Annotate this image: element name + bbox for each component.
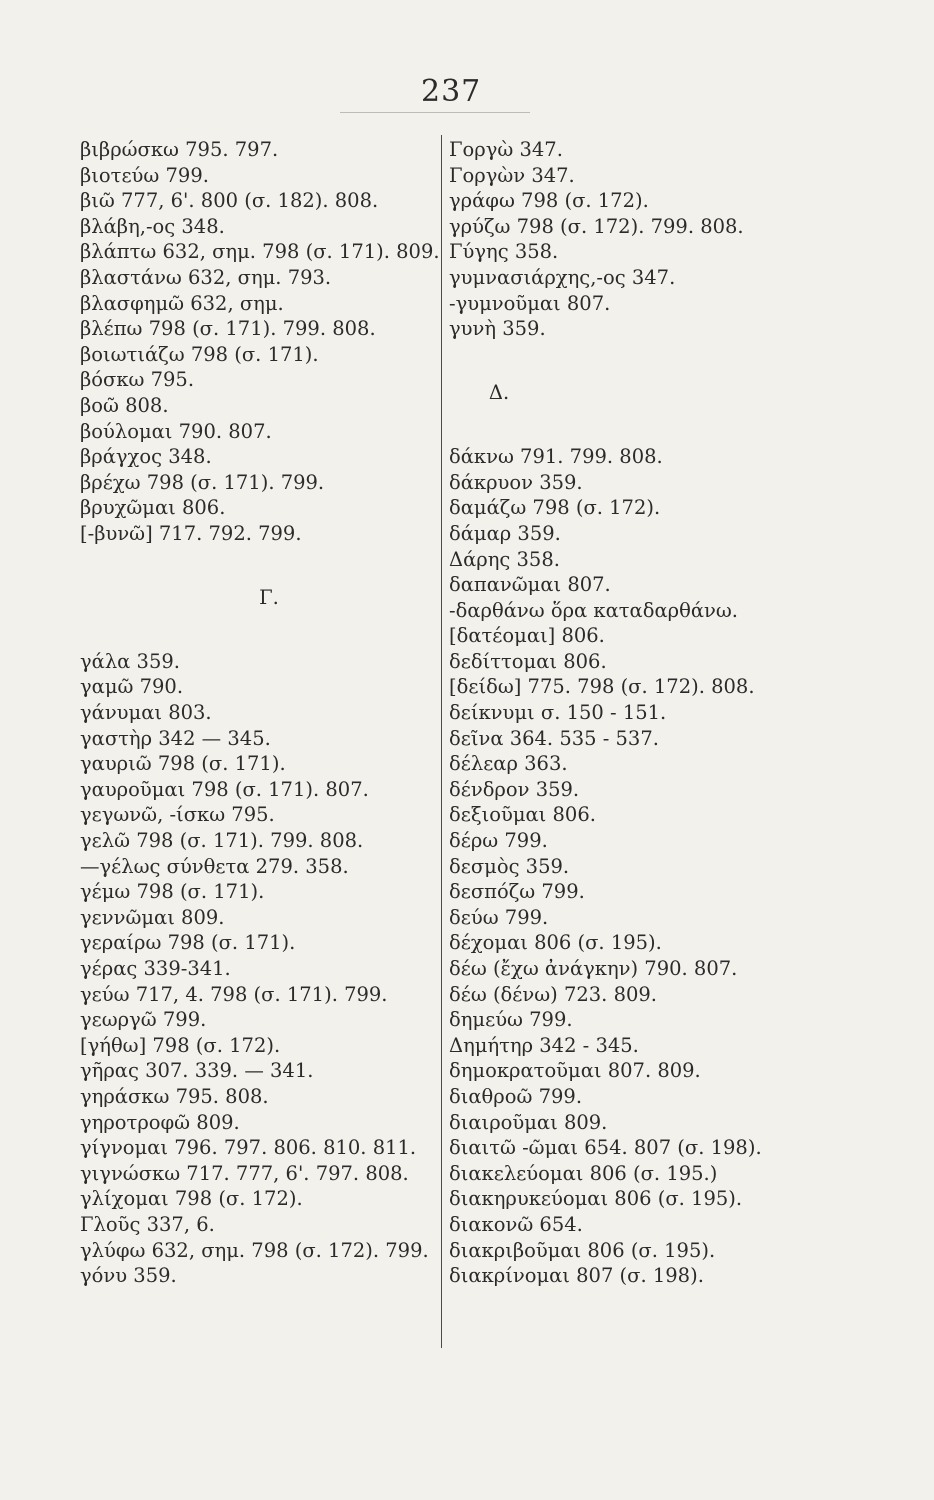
index-entry: δαπανῶμαι 807. bbox=[449, 573, 611, 597]
index-entry: γάνυμαι 803. bbox=[80, 701, 212, 725]
index-entry: δεδίττομαι 806. bbox=[449, 649, 607, 673]
index-entry: Δάρης 358. bbox=[449, 547, 560, 571]
index-entry: δέω (δένω) 723. 809. bbox=[449, 982, 657, 1006]
index-entry: γιγνώσκω 717. 777, 6'. 797. 808. bbox=[80, 1161, 409, 1185]
index-entry: [δείδω] 775. 798 (σ. 172). 808. bbox=[449, 675, 755, 699]
index-entry: γυνὴ 359. bbox=[449, 317, 546, 341]
index-entry: δεσπόζω 799. bbox=[449, 880, 585, 904]
header-rule bbox=[340, 112, 530, 113]
index-entry: βράγχος 348. bbox=[80, 445, 212, 469]
index-entry: δημοκρατοῦμαι 807. 809. bbox=[449, 1059, 701, 1083]
index-entry: βλάβη,-ος 348. bbox=[80, 214, 225, 238]
index-entry: δεξιοῦμαι 806. bbox=[449, 803, 596, 827]
index-entry: βοῶ 808. bbox=[80, 393, 169, 417]
index-entry: γαυριῶ 798 (σ. 171). bbox=[80, 752, 286, 776]
section-heading-gamma: Γ. bbox=[259, 586, 279, 610]
index-entry: δεσμὸς 359. bbox=[449, 854, 570, 878]
index-entry: βλασφημῶ 632, σημ. bbox=[80, 291, 284, 315]
section-gap bbox=[449, 419, 879, 445]
index-entry: διακελεύομαι 806 (σ. 195.) bbox=[449, 1161, 718, 1185]
index-entry: δείκνυμι σ. 150 - 151. bbox=[449, 701, 667, 725]
column-divider bbox=[441, 135, 442, 1348]
index-entry: δέχομαι 806 (σ. 195). bbox=[449, 931, 662, 955]
right-column bbox=[449, 137, 879, 1289]
index-entry: γίγνομαι 796. 797. 806. 810. 811. bbox=[80, 1136, 417, 1160]
index-entry: γῆρας 307. 339. — 341. bbox=[80, 1059, 314, 1083]
index-entry: διακρίνομαι 807 (σ. 198). bbox=[449, 1264, 704, 1288]
index-entry: γαυροῦμαι 798 (σ. 171). 807. bbox=[80, 777, 369, 801]
page-number: 237 bbox=[421, 74, 482, 109]
index-entry: βιῶ 777, 6'. 800 (σ. 182). 808. bbox=[80, 189, 379, 213]
section-gap bbox=[449, 342, 879, 368]
index-entry: δέω (ἔχω ἀνάγκην) 790. 807. bbox=[449, 957, 738, 980]
index-entry: δαμάζω 798 (σ. 172). bbox=[449, 496, 661, 520]
index-entry: βοιωτιάζω 798 (σ. 171). bbox=[80, 342, 319, 366]
index-entry: γεγωνῶ, -ίσκω 795. bbox=[80, 803, 275, 827]
index-entry: διαθροῶ 799. bbox=[449, 1084, 583, 1108]
index-entry: δέλεαρ 363. bbox=[449, 752, 568, 776]
index-entry: δεύω 799. bbox=[449, 905, 549, 929]
index-entry: διακονῶ 654. bbox=[449, 1212, 583, 1236]
index-entry: [-βυνῶ] 717. 792. 799. bbox=[80, 521, 302, 545]
index-entry: Γοργὼν 347. bbox=[449, 163, 575, 187]
index-entry: γέμω 798 (σ. 171). bbox=[80, 880, 265, 904]
index-entry: γαστὴρ 342 — 345. bbox=[80, 726, 271, 750]
index-entry: δέρω 799. bbox=[449, 829, 548, 853]
index-entry: διακριβοῦμαι 806 (σ. 195). bbox=[449, 1238, 716, 1262]
section-gap bbox=[80, 623, 438, 649]
index-entry: γρύζω 798 (σ. 172). 799. 808. bbox=[449, 214, 744, 238]
index-entry: βιβρώσκω 795. 797. bbox=[80, 138, 279, 161]
index-entry: δάκνω 791. 799. 808. bbox=[449, 445, 663, 469]
index-entry: Γύγης 358. bbox=[449, 240, 559, 264]
index-entry: [δατέομαι] 806. bbox=[449, 624, 605, 648]
index-entry: γάλα 359. bbox=[80, 649, 180, 673]
index-entry: γεννῶμαι 809. bbox=[80, 905, 225, 929]
index-entry: γράφω 798 (σ. 172). bbox=[449, 189, 649, 213]
index-entry: —γέλως σύνθετα 279. 358. bbox=[80, 854, 349, 878]
index-entry: γηροτροφῶ 809. bbox=[80, 1110, 240, 1134]
index-entry: βούλομαι 790. 807. bbox=[80, 419, 272, 443]
index-entry: γαμῶ 790. bbox=[80, 675, 184, 699]
index-entry: βλέπω 798 (σ. 171). 799. 808. bbox=[80, 317, 376, 341]
index-entry: δένδρον 359. bbox=[449, 777, 580, 801]
index-entry: διαιτῶ -ῶμαι 654. 807 (σ. 198). bbox=[449, 1136, 762, 1160]
index-entry: βρέχω 798 (σ. 171). 799. bbox=[80, 470, 325, 494]
index-entry: βόσκω 795. bbox=[80, 368, 195, 392]
index-entry: -γυμνοῦμαι 807. bbox=[449, 291, 611, 315]
index-entry: γλύφω 632, σημ. 798 (σ. 172). 799. bbox=[80, 1238, 429, 1262]
index-entry: δάκρυον 359. bbox=[449, 470, 583, 494]
index-entry: βιοτεύω 799. bbox=[80, 163, 209, 187]
index-entry: βρυχῶμαι 806. bbox=[80, 496, 226, 520]
index-entry: βλάπτω 632, σημ. 798 (σ. 171). 809. bbox=[80, 240, 440, 264]
index-entry: δεῖνα 364. 535 - 537. bbox=[449, 726, 659, 750]
left-column bbox=[80, 137, 438, 1289]
index-entry: διακηρυκεύομαι 806 (σ. 195). bbox=[449, 1187, 743, 1211]
section-heading-delta: Δ. bbox=[488, 381, 510, 405]
index-entry: γεραίρω 798 (σ. 171). bbox=[80, 931, 296, 955]
index-entry: βλαστάνω 632, σημ. 793. bbox=[80, 265, 332, 289]
index-entry: δάμαρ 359. bbox=[449, 521, 561, 545]
index-entry: γηράσκω 795. 808. bbox=[80, 1084, 269, 1108]
index-entry: -δαρθάνω ὅρα καταδαρθάνω. bbox=[449, 598, 738, 622]
index-entry: γόνυ 359. bbox=[80, 1264, 177, 1288]
index-entry: γλίχομαι 798 (σ. 172). bbox=[80, 1187, 303, 1211]
index-entry: γελῶ 798 (σ. 171). 799. 808. bbox=[80, 829, 364, 853]
index-entry: δημεύω 799. bbox=[449, 1008, 573, 1032]
index-entry: γέρας 339-341. bbox=[80, 957, 231, 980]
index-entry: γεύω 717, 4. 798 (σ. 171). 799. bbox=[80, 982, 388, 1006]
index-entry: [γήθω] 798 (σ. 172). bbox=[80, 1033, 281, 1057]
index-entry: γυμνασιάρχης,-ος 347. bbox=[449, 265, 676, 289]
section-gap bbox=[80, 547, 438, 573]
index-entry: Δημήτηρ 342 - 345. bbox=[449, 1033, 639, 1057]
index-entry: Γλοῦς 337, 6. bbox=[80, 1212, 215, 1236]
index-entry: Γοργὼ 347. bbox=[449, 138, 563, 161]
index-entry: διαιροῦμαι 809. bbox=[449, 1110, 608, 1134]
index-entry: γεωργῶ 799. bbox=[80, 1008, 207, 1032]
